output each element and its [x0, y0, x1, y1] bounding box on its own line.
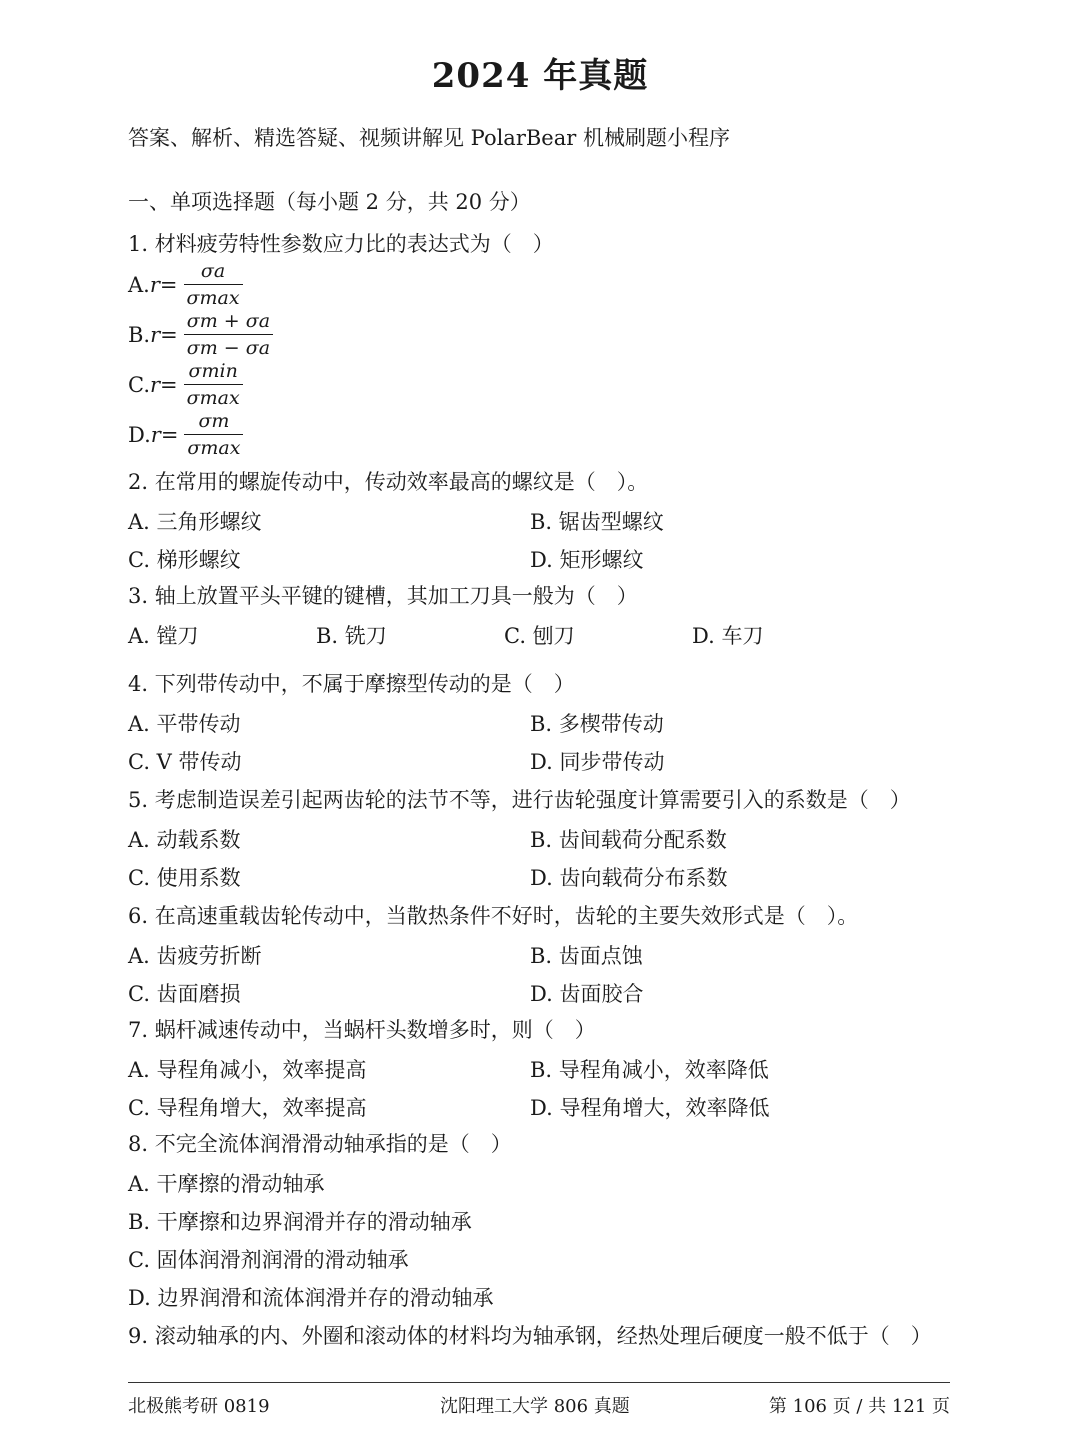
formula-var: r: [150, 372, 161, 397]
fraction: [184, 360, 243, 409]
q5-option-b: B. 齿间载荷分配系数: [530, 828, 727, 852]
q8-option-d: D. 边界润滑和流体润滑并存的滑动轴承: [128, 1286, 494, 1310]
q4-option-c: C. V 带传动: [128, 750, 242, 774]
question-6-stem: 6. 在高速重载齿轮传动中，当散热条件不好时，齿轮的主要失效形式是（ ）。: [128, 904, 859, 928]
q6-option-c: C. 齿面磨损: [128, 982, 241, 1006]
q5-option-a: A. 动载系数: [128, 828, 241, 852]
q3-option-a: A. 镗刀: [128, 624, 199, 648]
q2-option-c: C. 梯形螺纹: [128, 548, 241, 572]
q7-option-b: B. 导程角减小，效率降低: [530, 1058, 769, 1082]
footer-center: 沈阳理工大学 806 真题: [440, 1396, 630, 1417]
question-2-stem: 2. 在常用的螺旋传动中，传动效率最高的螺纹是（ ）。: [128, 470, 649, 494]
formula-eq: =: [160, 372, 178, 397]
option-prefix: A.: [128, 272, 150, 297]
fraction: [184, 310, 273, 359]
q3-option-c: C. 刨刀: [504, 624, 575, 648]
option-prefix: B.: [128, 322, 151, 347]
page-number: 第 106 页 / 共 121 页: [768, 1396, 950, 1417]
q3-option-d: D. 车刀: [692, 624, 764, 648]
q6-option-d: D. 齿面胶合: [530, 982, 644, 1006]
formula-eq: =: [159, 272, 178, 297]
q8-option-b: B. 干摩擦和边界润滑并存的滑动轴承: [128, 1210, 472, 1234]
footer-left: 北极熊考研 0819: [128, 1396, 270, 1417]
q1-option-b: [128, 310, 273, 359]
fraction-denominator: σm − σa: [184, 334, 273, 359]
question-4-stem: 4. 下列带传动中，不属于摩擦型传动的是（ ）: [128, 672, 575, 696]
option-prefix: C.: [128, 372, 150, 397]
q6-option-b: B. 齿面点蚀: [530, 944, 643, 968]
q7-option-d: D. 导程角增大，效率降低: [530, 1096, 770, 1120]
fraction-numerator: σmin: [188, 360, 238, 382]
fraction-denominator: σmax: [184, 434, 243, 459]
question-3-stem: 3. 轴上放置平头平键的键槽，其加工刀具一般为（ ）: [128, 584, 638, 608]
q7-option-a: A. 导程角减小，效率提高: [128, 1058, 367, 1082]
q3-option-b: B. 铣刀: [316, 624, 387, 648]
q1-option-a: [128, 260, 243, 309]
page-title: 2024 年真题: [431, 56, 649, 96]
formula-eq: =: [160, 322, 178, 347]
q8-option-c: C. 固体润滑剂润滑的滑动轴承: [128, 1248, 409, 1272]
formula-eq: =: [160, 422, 179, 447]
fraction: [184, 260, 243, 309]
q6-option-a: A. 齿疲劳折断: [128, 944, 262, 968]
question-1-stem: 1. 材料疲劳特性参数应力比的表达式为（ ）: [128, 232, 554, 256]
q5-option-d: D. 齿向载荷分布系数: [530, 866, 728, 890]
q1-option-d: [128, 410, 243, 459]
q8-option-a: A. 干摩擦的滑动轴承: [128, 1172, 325, 1196]
q4-option-a: A. 平带传动: [128, 712, 241, 736]
q4-option-b: B. 多楔带传动: [530, 712, 664, 736]
question-7-stem: 7. 蜗杆减速传动中，当蜗杆头数增多时，则（ ）: [128, 1018, 596, 1042]
fraction-denominator: σmax: [184, 284, 243, 309]
footer-divider: [128, 1382, 950, 1383]
option-prefix: D.: [128, 422, 151, 447]
fraction-numerator: σa: [200, 260, 226, 282]
q5-option-c: C. 使用系数: [128, 866, 241, 890]
q7-option-c: C. 导程角增大，效率提高: [128, 1096, 367, 1120]
q2-option-b: B. 锯齿型螺纹: [530, 510, 664, 534]
fraction-numerator: σm + σa: [186, 310, 271, 332]
section-heading: 一、单项选择题（每小题 2 分，共 20 分）: [128, 190, 531, 214]
question-5-stem: 5. 考虑制造误差引起两齿轮的法节不等，进行齿轮强度计算需要引入的系数是（ ）: [128, 788, 911, 812]
question-9-stem: 9. 滚动轴承的内、外圈和滚动体的材料均为轴承钢，经热处理后硬度一般不低于（ ）: [128, 1324, 932, 1348]
fraction-denominator: σmax: [184, 384, 243, 409]
fraction-numerator: σm: [198, 410, 230, 432]
q1-option-c: [128, 360, 243, 409]
formula-var: r: [150, 322, 161, 347]
q2-option-a: A. 三角形螺纹: [128, 510, 262, 534]
intro-text: 答案、解析、精选答疑、视频讲解见 PolarBear 机械刷题小程序: [128, 126, 730, 150]
q4-option-d: D. 同步带传动: [530, 750, 665, 774]
formula-var: r: [149, 272, 160, 297]
formula-var: r: [150, 422, 161, 447]
question-8-stem: 8. 不完全流体润滑滑动轴承指的是（ ）: [128, 1132, 512, 1156]
fraction: [184, 410, 243, 459]
q2-option-d: D. 矩形螺纹: [530, 548, 644, 572]
